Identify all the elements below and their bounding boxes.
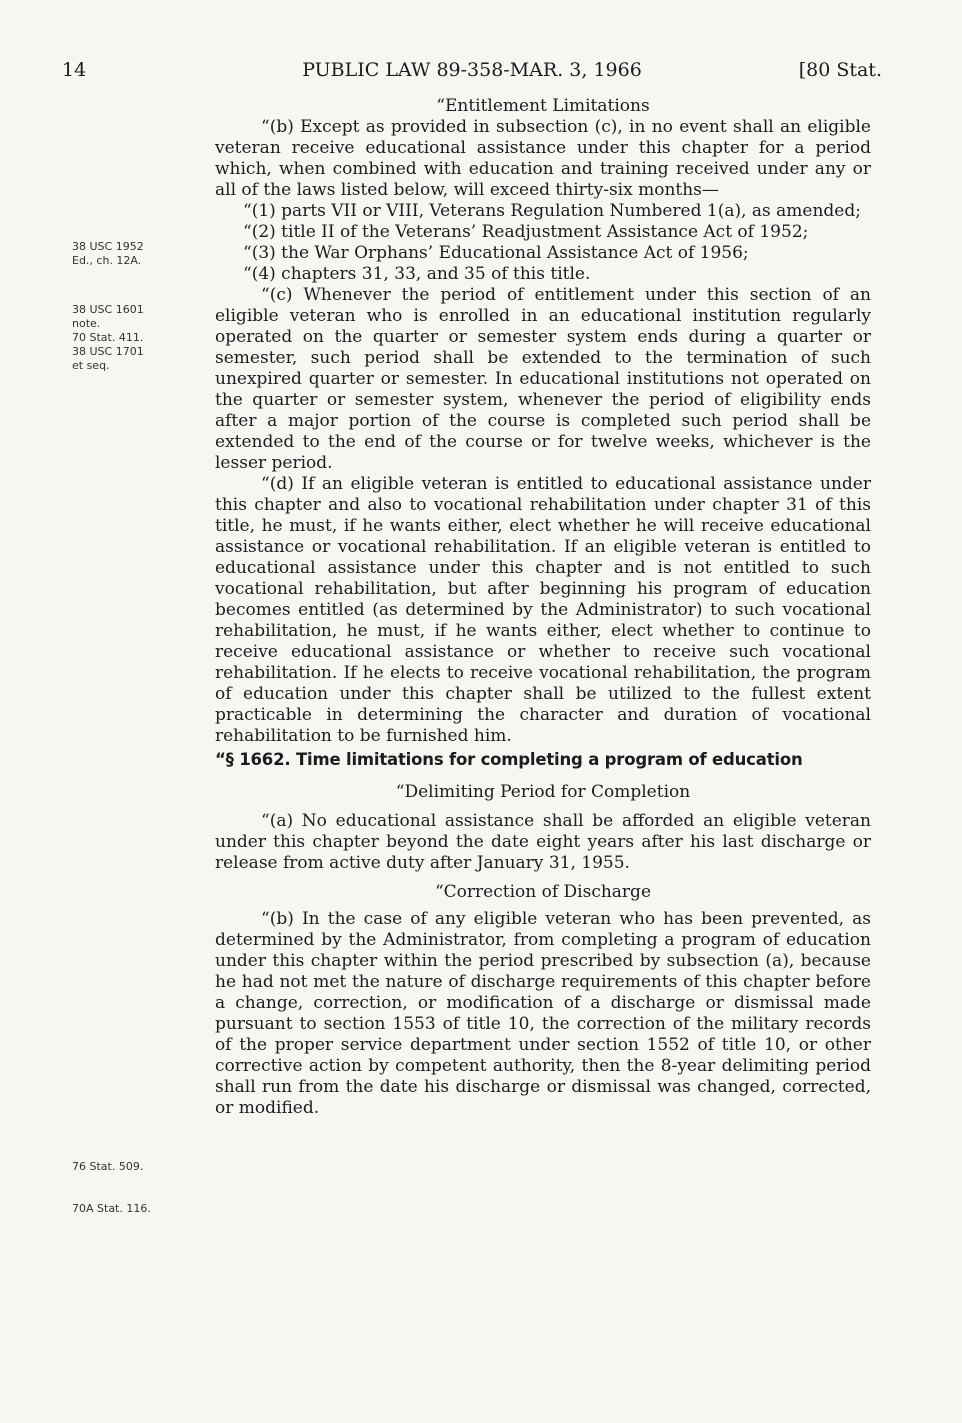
body-text bbox=[215, 96, 871, 1119]
heading-delimiting-period: “Delimiting Period for Completion bbox=[395, 782, 691, 802]
margin-note-line: 70A Stat. 116. bbox=[72, 1202, 151, 1215]
margin-note-line: Ed., ch. 12A. bbox=[72, 254, 142, 267]
page-header bbox=[62, 58, 882, 82]
margin-note-line: 38 USC 1701 bbox=[72, 345, 144, 358]
margin-note-line: note. bbox=[72, 317, 101, 330]
margin-note bbox=[72, 240, 192, 268]
page-title: PUBLIC LAW 89-358-MAR. 3, 1966 bbox=[302, 59, 642, 81]
paragraph-b-1662: “(b) In the case of any eligible veteran who has been prevented, as determined by the Administrator, from completing a program of education under this chapter within the period prescribed by subsection (a), because he had not met the nature of discharge requirements of this chapter before a change, correction, or modification of a discharge or dismissal made pursuant to section 1553 of title 10, the correction of the military records of the proper service department under section 1552 of title 10, or other corrective action by competent authority, then the 8-year delimiting period shall run from the date his discharge or dismissal was changed, corrected, or modified. bbox=[215, 909, 871, 1118]
paragraph-a-1662: “(a) No educational assistance shall be afforded an eligible veteran under this chapter beyond the date eight years after his last discharge or release from active duty after January 31, 1955. bbox=[215, 811, 871, 873]
paragraph-b: “(b) Except as provided in subsection (c), in no event shall an eligible veteran receive educational assistance under this chapter for a period which, when combined with education and training received under any or all of the laws listed below, will exceed thirty-six months— bbox=[215, 117, 871, 200]
margin-note-line: 38 USC 1601 bbox=[72, 303, 144, 316]
paragraph-d: “(d) If an eligible veteran is entitled to educational assistance under this chapter and also to vocational rehabilitation under chapter 31 of this title, he must, if he wants either, elect whether he will receive educational assistance or vocational rehabilitation. If an eligible veteran is entitled to educational assistance under this chapter and is not entitled to such vocational rehabilitation, but after beginning his program of education becomes entitled (as determined by the Administrator) to such vocational rehabilitation, he must, if he wants either, elect whether to continue to receive educational assistance or whether to receive such vocational rehabilitation. If he elects to receive vocational rehabilitation, the program of education under this chapter shall be utilized to the fullest extent practicable in determining the character and duration of vocational rehabilitation to be furnished him. bbox=[215, 474, 871, 746]
margin-note bbox=[72, 303, 192, 373]
page-number: 14 bbox=[62, 59, 87, 81]
margin-note-line: 38 USC 1952 bbox=[72, 240, 144, 253]
margin-note-line: 76 Stat. 509. bbox=[72, 1160, 144, 1173]
margin-note-line: 70 Stat. 411. bbox=[72, 331, 144, 344]
margin-note bbox=[72, 1160, 192, 1174]
statute-reference: [80 Stat. bbox=[798, 59, 882, 81]
list-item-4: “(4) chapters 31, 33, and 35 of this title. bbox=[243, 264, 591, 284]
heading-correction-of-discharge: “Correction of Discharge bbox=[434, 882, 652, 902]
list-item-1: “(1) parts VII or VIII, Veterans Regulation Numbered 1(a), as amended; bbox=[243, 201, 861, 221]
heading-entitlement-limitations: “Entitlement Limitations bbox=[436, 96, 650, 116]
margin-note-line: et seq. bbox=[72, 359, 110, 372]
margin-note bbox=[72, 1202, 192, 1216]
list-item-3: “(3) the War Orphans’ Educational Assistance Act of 1956; bbox=[243, 243, 749, 263]
section-heading-1662: “§ 1662. Time limitations for completing a program of education bbox=[215, 750, 803, 769]
paragraph-c: “(c) Whenever the period of entitlement under this section of an eligible veteran who is enrolled in an educational institution regularly operated on the quarter or semester system ends during a quarter or semester, such period shall be extended to the termination of such unexpired quarter or semester. In educational institutions not operated on the quarter or semester system, whenever the period of eligibility ends after a major portion of the course is completed such period shall be extended to the end of the course or for twelve weeks, whichever is the lesser period. bbox=[215, 285, 871, 473]
list-item-2: “(2) title II of the Veterans’ Readjustment Assistance Act of 1952; bbox=[243, 222, 809, 242]
